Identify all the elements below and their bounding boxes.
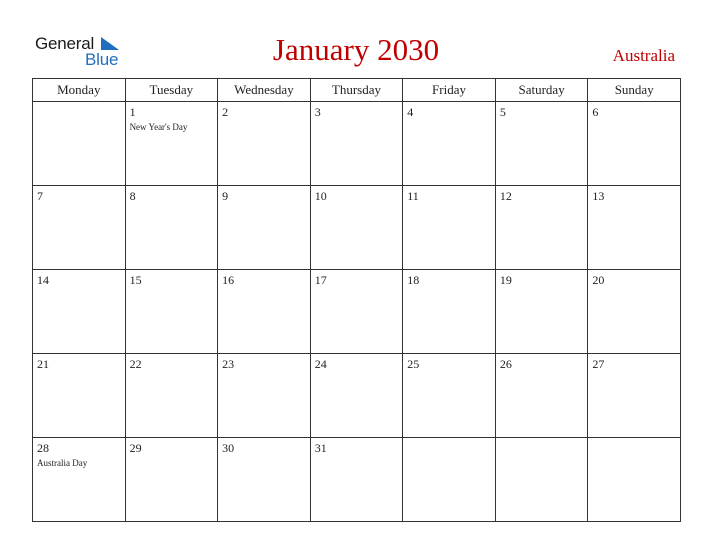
day-cell: [495, 270, 588, 354]
day-cell: [310, 354, 403, 438]
day-number: 4: [407, 105, 414, 119]
day-cell: [495, 354, 588, 438]
logo-word-blue: Blue: [85, 50, 119, 69]
weekday-header: Thursday: [310, 79, 403, 102]
weekday-header: Sunday: [588, 79, 681, 102]
day-number: 9: [222, 189, 229, 203]
day-number: 28: [37, 441, 49, 455]
day-number: 23: [222, 357, 235, 371]
day-cell: [495, 102, 588, 186]
day-cell: [495, 438, 588, 522]
day-cell: [125, 438, 218, 522]
day-cell: [310, 186, 403, 270]
day-cell: [218, 186, 311, 270]
week-row: [33, 186, 681, 270]
week-row: [33, 102, 681, 186]
day-cell: [495, 186, 588, 270]
logo-word-general: General: [35, 34, 95, 53]
day-cell: [125, 354, 218, 438]
day-cell: [218, 438, 311, 522]
calendar-grid: [32, 78, 681, 522]
day-number: 18: [407, 273, 420, 287]
day-cell: [310, 270, 403, 354]
day-number: 2: [222, 105, 229, 119]
day-number: 5: [499, 105, 506, 119]
holiday-label: Australia Day: [37, 458, 88, 468]
week-row: [33, 354, 681, 438]
day-cell: [403, 354, 496, 438]
day-number: 16: [222, 273, 235, 287]
day-cell: [33, 186, 126, 270]
day-number: 17: [314, 273, 327, 287]
day-number: 13: [592, 189, 605, 203]
weekday-header: Friday: [403, 79, 496, 102]
day-cell: [403, 438, 496, 522]
day-cell: [33, 438, 126, 522]
day-number: 7: [37, 189, 43, 203]
day-number: 11: [407, 189, 419, 203]
day-number: 22: [129, 357, 142, 371]
day-number: 27: [592, 357, 605, 371]
day-number: 25: [407, 357, 420, 371]
day-cell: [218, 270, 311, 354]
day-cell: [33, 270, 126, 354]
day-cell: [588, 354, 681, 438]
day-cell: [588, 186, 681, 270]
day-cell: [588, 270, 681, 354]
week-row: [33, 270, 681, 354]
day-cell: [218, 102, 311, 186]
day-number: 21: [37, 357, 49, 371]
day-number: 12: [499, 189, 512, 203]
day-cell: [218, 354, 311, 438]
country-label: Australia: [612, 46, 675, 65]
day-cell: [310, 102, 403, 186]
day-number: 15: [129, 273, 142, 287]
day-number: 3: [314, 105, 321, 119]
day-number: 1: [129, 105, 136, 119]
day-cell: [588, 438, 681, 522]
day-cell: [125, 270, 218, 354]
day-number: 14: [37, 273, 49, 287]
weekday-header: Wednesday: [218, 79, 311, 102]
day-cell: [125, 186, 218, 270]
day-number: 6: [592, 105, 599, 119]
day-cell: [33, 102, 126, 186]
week-row: [33, 438, 681, 522]
day-cell: [33, 354, 126, 438]
day-number: 30: [222, 441, 235, 455]
weekday-header: Monday: [33, 79, 126, 102]
holiday-label: New Year's Day: [129, 122, 188, 132]
day-number: 20: [592, 273, 605, 287]
day-cell: [310, 438, 403, 522]
weekday-header: Saturday: [495, 79, 588, 102]
day-cell: [403, 270, 496, 354]
calendar-title: January 2030: [272, 32, 440, 67]
weekday-header-row: [33, 79, 681, 102]
day-number: 24: [314, 357, 327, 371]
weekday-header: Tuesday: [125, 79, 218, 102]
day-number: 29: [129, 441, 142, 455]
day-number: 19: [499, 273, 512, 287]
day-cell: [125, 102, 218, 186]
day-cell: [403, 186, 496, 270]
day-number: 31: [314, 441, 327, 455]
day-cell: [588, 102, 681, 186]
day-number: 10: [314, 189, 327, 203]
day-cell: [403, 102, 496, 186]
day-number: 26: [499, 357, 512, 371]
day-number: 8: [129, 189, 136, 203]
